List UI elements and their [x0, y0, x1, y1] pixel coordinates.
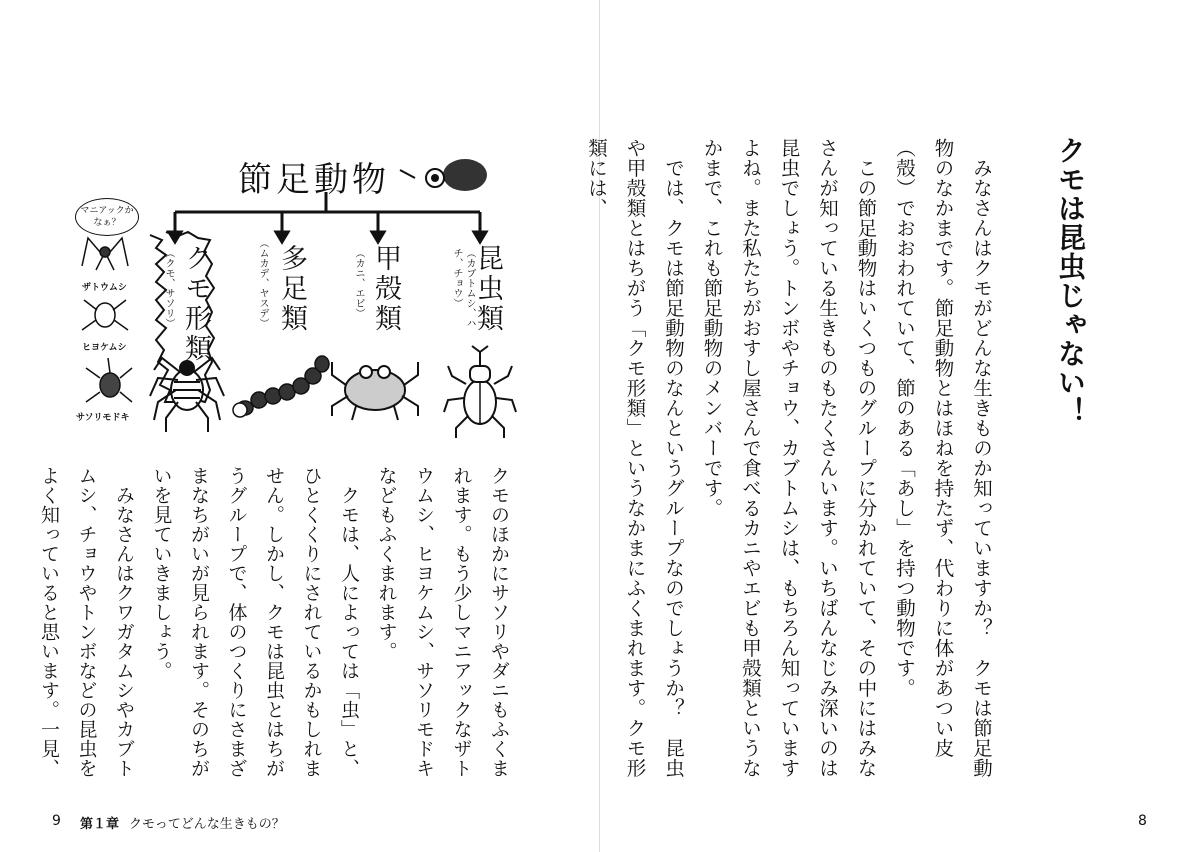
- chapter-title: クモってどんな生きもの？: [129, 817, 285, 832]
- category-arachnids: クモ形類: [180, 244, 211, 364]
- label-solifuge: ヒヨケムシ: [82, 343, 127, 353]
- crab-icon: [332, 362, 418, 420]
- right-page-number: 8: [1138, 813, 1147, 829]
- label-harvestman: ザトウムシ: [82, 283, 127, 293]
- running-header: [80, 813, 285, 832]
- category-insects: 昆虫類: [472, 244, 503, 334]
- diagram-title: 節足動物: [238, 160, 390, 200]
- maniac-speech-bubble: マニアックかなぁ？: [75, 198, 139, 236]
- category-crustaceans-examples: （カニ、エビ）: [353, 248, 364, 318]
- spider-icon: [150, 358, 224, 432]
- category-myriapods-examples: （ムカデ、ヤスデ）: [257, 238, 268, 328]
- beetle-icon: [444, 346, 516, 438]
- section-heading: クモは昆虫じゃない！: [1054, 136, 1087, 426]
- whip-scorpion-icon: [86, 358, 132, 402]
- right-page-body: みなさんはクモがどんな生きものか知っていますか？ クモは節足動物のなかまです。節足動物とはほねを持たず、代わりに体があつい皮（殻）でおおわれていて、節のある「あし」を持つ動物です。 この節足動物はいくつものグループに分かれていて、その中にはみなさんが知っている生きものもたくさんいます。いちばんなじみ深いのは昆虫でしょう。トンボやチョウ、カブトムシは、もちろん知っていますよね。また私たちがおすし屋さんで食べるカニやエビも甲殻類というなかまで、これも節足動物のメンバーです。 では、クモは節足動物のなんというグループなのでしょうか？ 昆虫や甲殻類とはちがう「クモ形類」というなかまにふくまれます。クモ形類には、: [585, 138, 993, 778]
- title-insect-icon: [400, 159, 487, 191]
- category-myriapods: 多足類: [276, 244, 307, 334]
- centipede-icon: [233, 356, 329, 417]
- category-crustaceans: 甲殻類: [370, 244, 401, 334]
- label-whip-scorpion: サソリモドキ: [76, 413, 130, 423]
- category-insects-examples: （カブトムシ、ハチ、チョウ）: [451, 248, 475, 328]
- solifuge-icon: [82, 300, 128, 330]
- chapter-number: 第１章: [80, 817, 120, 832]
- harvestman-icon: [82, 238, 128, 270]
- arthropod-diagram: [70, 140, 540, 450]
- category-arachnids-examples: （クモ、サソリ）: [163, 248, 174, 328]
- left-page-body: クモのほかにサソリやダニもふくまれます。もう少しマニアックなザトウムシ、ヒヨケムシ、サソリモドキなどもふくまれます。 クモは、人によっては「虫」と、ひとくくりにされているかもしれません。しかし、クモは昆虫とはちがうグループで、体のつくりにさまざまなちがいが見られます。そのちがいを見ていきましょう。 みなさんはクワガタムシやカブトムシ、チョウやトンボなどの昆虫をよく知っていると思います。一見、: [38, 466, 510, 778]
- left-page-number: 9: [52, 813, 61, 829]
